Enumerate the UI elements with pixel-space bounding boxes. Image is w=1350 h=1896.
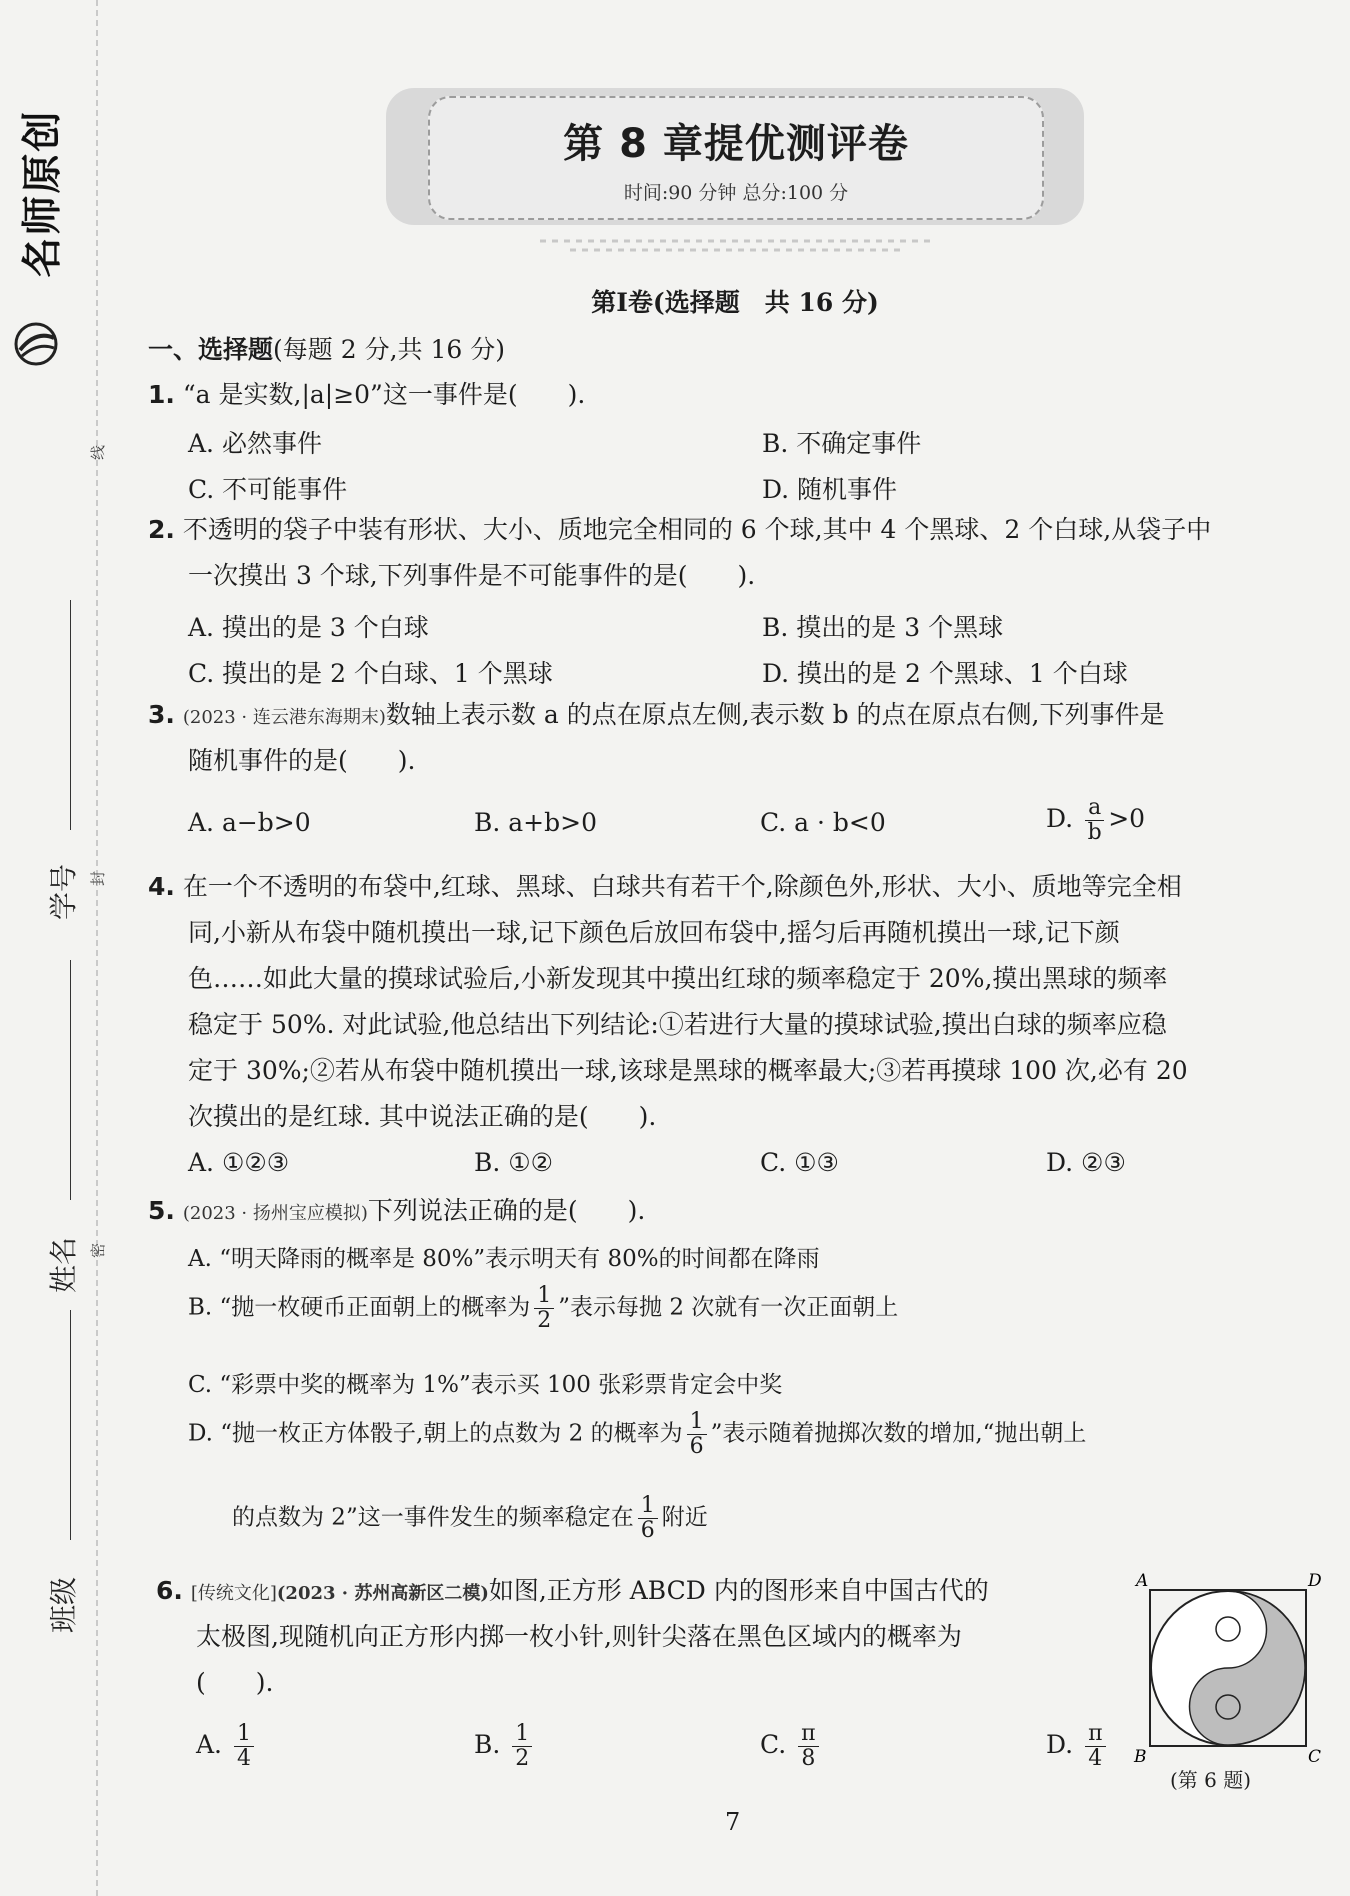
question-text: 下列说法正确的是( ). bbox=[367, 1196, 646, 1225]
option-text: ”表示随着抛掷次数的增加,“抛出朝上 bbox=[710, 1420, 1087, 1447]
decorative-dots bbox=[540, 236, 930, 256]
question-text: 不透明的袋子中装有形状、大小、质地完全相同的 6 个球,其中 4 个黑球、2 个白球,从袋子中 bbox=[182, 515, 1212, 544]
vertex-label-c: C bbox=[1308, 1747, 1322, 1767]
q4-option-c[interactable]: C. ①③ bbox=[760, 1148, 839, 1177]
q6-option-a[interactable] bbox=[196, 1722, 258, 1771]
q4-option-d[interactable]: D. ②③ bbox=[1046, 1148, 1126, 1177]
fraction-numerator: 1 bbox=[687, 1410, 707, 1435]
class-field[interactable] bbox=[70, 1310, 71, 1540]
q3-option-a[interactable]: A. a−b>0 bbox=[188, 808, 311, 837]
fraction-numerator: π bbox=[1085, 1722, 1105, 1747]
fraction bbox=[1085, 1722, 1105, 1771]
question-3-line-2: 随机事件的是( ). bbox=[188, 746, 416, 775]
section-title: 第Ⅰ卷(选择题 共 16 分) bbox=[591, 288, 879, 317]
fraction bbox=[234, 1722, 254, 1771]
fraction-numerator: a bbox=[1085, 796, 1104, 821]
question-5 bbox=[148, 1188, 645, 1237]
fraction bbox=[687, 1410, 707, 1459]
fraction-denominator: 4 bbox=[1088, 1746, 1103, 1771]
question-number: 3. bbox=[148, 700, 175, 729]
binding-mark-dense: 密 bbox=[89, 1242, 108, 1259]
q5-option-b[interactable] bbox=[188, 1284, 898, 1333]
part-heading-label: 一、选择题 bbox=[148, 335, 274, 364]
fraction-denominator: 6 bbox=[640, 1518, 655, 1543]
option-text: ”表示每抛 2 次就有一次正面朝上 bbox=[558, 1294, 899, 1321]
question-4-line-4: 稳定于 50%. 对此试验,他总结出下列结论:①若进行大量的摸球试验,摸出白球的频率应稳 bbox=[188, 1010, 1167, 1039]
page-number: 7 bbox=[725, 1808, 741, 1836]
fraction bbox=[638, 1494, 658, 1543]
question-tag: [传统文化] bbox=[190, 1583, 277, 1604]
fraction-numerator: 1 bbox=[638, 1494, 658, 1519]
q2-option-a[interactable]: A. 摸出的是 3 个白球 bbox=[188, 613, 429, 642]
q6-option-c[interactable] bbox=[760, 1722, 823, 1771]
taiji-figure bbox=[1128, 1568, 1324, 1768]
question-number: 6. bbox=[156, 1576, 183, 1605]
question-number: 1. bbox=[148, 380, 175, 409]
q2-option-d[interactable]: D. 摸出的是 2 个黑球、1 个白球 bbox=[762, 659, 1128, 688]
question-4 bbox=[148, 864, 1182, 910]
q5-option-c[interactable]: C. “彩票中奖的概率为 1%”表示买 100 张彩票肯定会中奖 bbox=[188, 1372, 783, 1398]
option-letter: D. bbox=[1046, 804, 1074, 833]
vertex-label-d: D bbox=[1308, 1571, 1322, 1591]
q6-option-d[interactable] bbox=[1046, 1722, 1110, 1771]
fraction-numerator: 1 bbox=[234, 1722, 254, 1747]
fraction bbox=[1085, 796, 1104, 845]
option-letter: D. bbox=[1046, 1730, 1074, 1759]
vertex-label-b: B bbox=[1134, 1747, 1147, 1767]
question-2 bbox=[148, 507, 1211, 553]
question-source: (2023 · 苏州高新区二模) bbox=[276, 1583, 489, 1604]
q1-option-a[interactable]: A. 必然事件 bbox=[188, 429, 322, 458]
question-4-line-3: 色……如此大量的摸球试验后,小新发现其中摸出红球的频率稳定于 20%,摸出黑球的频率 bbox=[188, 964, 1168, 993]
q3-option-c[interactable]: C. a · b<0 bbox=[760, 808, 886, 837]
q4-option-b[interactable]: B. ①② bbox=[474, 1148, 554, 1177]
q4-option-a[interactable]: A. ①②③ bbox=[188, 1148, 290, 1177]
fraction-denominator: 2 bbox=[515, 1746, 530, 1771]
binding-mark-line: 线 bbox=[89, 444, 108, 461]
fraction-denominator: b bbox=[1087, 820, 1102, 845]
option-letter: C. bbox=[760, 1730, 787, 1759]
question-1 bbox=[148, 372, 585, 418]
question-4-line-2: 同,小新从布袋中随机摸出一球,记下颜色后放回布袋中,摇匀后再随机摸出一球,记下颜 bbox=[188, 918, 1120, 947]
name-label: 姓名 bbox=[47, 1236, 81, 1294]
question-text: “a 是实数,|a|≥0”这一事件是( ). bbox=[182, 380, 586, 409]
question-4-line-5: 定于 30%;②若从布袋中随机摸出一球,该球是黑球的概率最大;③若再摸球 100 次,必有 20 bbox=[188, 1056, 1188, 1085]
q6-option-b[interactable] bbox=[474, 1722, 536, 1771]
taiji-eye-bottom bbox=[1216, 1695, 1240, 1719]
fraction bbox=[534, 1284, 554, 1333]
q5-option-d[interactable] bbox=[188, 1410, 1086, 1459]
fraction-numerator: π bbox=[798, 1722, 818, 1747]
option-text: 附近 bbox=[661, 1504, 708, 1531]
question-6-line-2: 太极图,现随机向正方形内掷一枚小针,则针尖落在黑色区域内的概率为 bbox=[196, 1622, 962, 1651]
fraction-denominator: 4 bbox=[236, 1746, 251, 1771]
class-label: 班级 bbox=[47, 1576, 81, 1634]
question-source: (2023 · 连云港东海期末) bbox=[182, 707, 386, 728]
question-2-line-2: 一次摸出 3 个球,下列事件是不可能事件的是( ). bbox=[188, 561, 756, 590]
question-source: (2023 · 扬州宝应模拟) bbox=[182, 1203, 368, 1224]
fraction-denominator: 6 bbox=[689, 1434, 704, 1459]
brand-text: 名师原创 bbox=[19, 109, 66, 278]
question-number: 5. bbox=[148, 1196, 175, 1225]
question-number: 2. bbox=[148, 515, 175, 544]
q2-option-c[interactable]: C. 摸出的是 2 个白球、1 个黑球 bbox=[188, 659, 553, 688]
part-heading-note: (每题 2 分,共 16 分) bbox=[273, 335, 505, 364]
name-field[interactable] bbox=[70, 960, 71, 1200]
q1-option-d[interactable]: D. 随机事件 bbox=[762, 475, 898, 504]
option-text: 的点数为 2”这一事件发生的频率稳定在 bbox=[232, 1504, 634, 1531]
question-number: 4. bbox=[148, 872, 175, 901]
q3-option-b[interactable]: B. a+b>0 bbox=[474, 808, 597, 837]
option-letter: A. bbox=[196, 1730, 223, 1759]
student-id-field[interactable] bbox=[70, 600, 71, 830]
question-text: 数轴上表示数 a 的点在原点左侧,表示数 b 的点在原点右侧,下列事件是 bbox=[385, 700, 1165, 729]
fraction bbox=[798, 1722, 818, 1771]
taiji-eye-top bbox=[1216, 1617, 1240, 1641]
option-tail: >0 bbox=[1108, 804, 1146, 833]
figure-caption: (第 6 题) bbox=[1170, 1768, 1252, 1792]
fraction-numerator: 1 bbox=[534, 1284, 554, 1309]
fraction bbox=[512, 1722, 532, 1771]
exam-info: 时间:90 分钟 总分:100 分 bbox=[623, 182, 849, 204]
q5-option-d-line-2 bbox=[232, 1494, 708, 1543]
question-4-line-6: 次摸出的是红球. 其中说法正确的是( ). bbox=[188, 1102, 657, 1131]
q1-option-c[interactable]: C. 不可能事件 bbox=[188, 475, 348, 504]
question-3 bbox=[148, 692, 1164, 741]
question-text: 如图,正方形 ABCD 内的图形来自中国古代的 bbox=[488, 1576, 989, 1605]
part-heading bbox=[148, 330, 505, 366]
option-letter: B. bbox=[474, 1730, 501, 1759]
vertex-label-a: A bbox=[1136, 1571, 1149, 1591]
page-title: 第 8 章提优测评卷 bbox=[563, 121, 909, 167]
student-id-label: 学号 bbox=[47, 863, 81, 921]
question-text: 在一个不透明的布袋中,红球、黑球、白球共有若干个,除颜色外,形状、大小、质地等完全相 bbox=[182, 872, 1182, 901]
brand-logo bbox=[8, 105, 66, 305]
globe-logo-icon bbox=[12, 320, 62, 370]
q2-option-b[interactable]: B. 摸出的是 3 个黑球 bbox=[762, 613, 1004, 642]
fraction-denominator: 8 bbox=[801, 1746, 816, 1771]
binding-mark-seal: 封 bbox=[89, 870, 108, 887]
question-6 bbox=[156, 1568, 989, 1617]
fraction-numerator: 1 bbox=[512, 1722, 532, 1747]
fraction-denominator: 2 bbox=[537, 1308, 552, 1333]
q1-option-b[interactable]: B. 不确定事件 bbox=[762, 429, 922, 458]
question-6-line-3: ( ). bbox=[196, 1668, 274, 1697]
option-text: D. “抛一枚正方体骰子,朝上的点数为 2 的概率为 bbox=[188, 1420, 683, 1447]
q3-option-d[interactable] bbox=[1046, 796, 1145, 845]
option-text: B. “抛一枚硬币正面朝上的概率为 bbox=[188, 1294, 531, 1321]
q5-option-a[interactable]: A. “明天降雨的概率是 80%”表示明天有 80%的时间都在降雨 bbox=[188, 1246, 820, 1272]
